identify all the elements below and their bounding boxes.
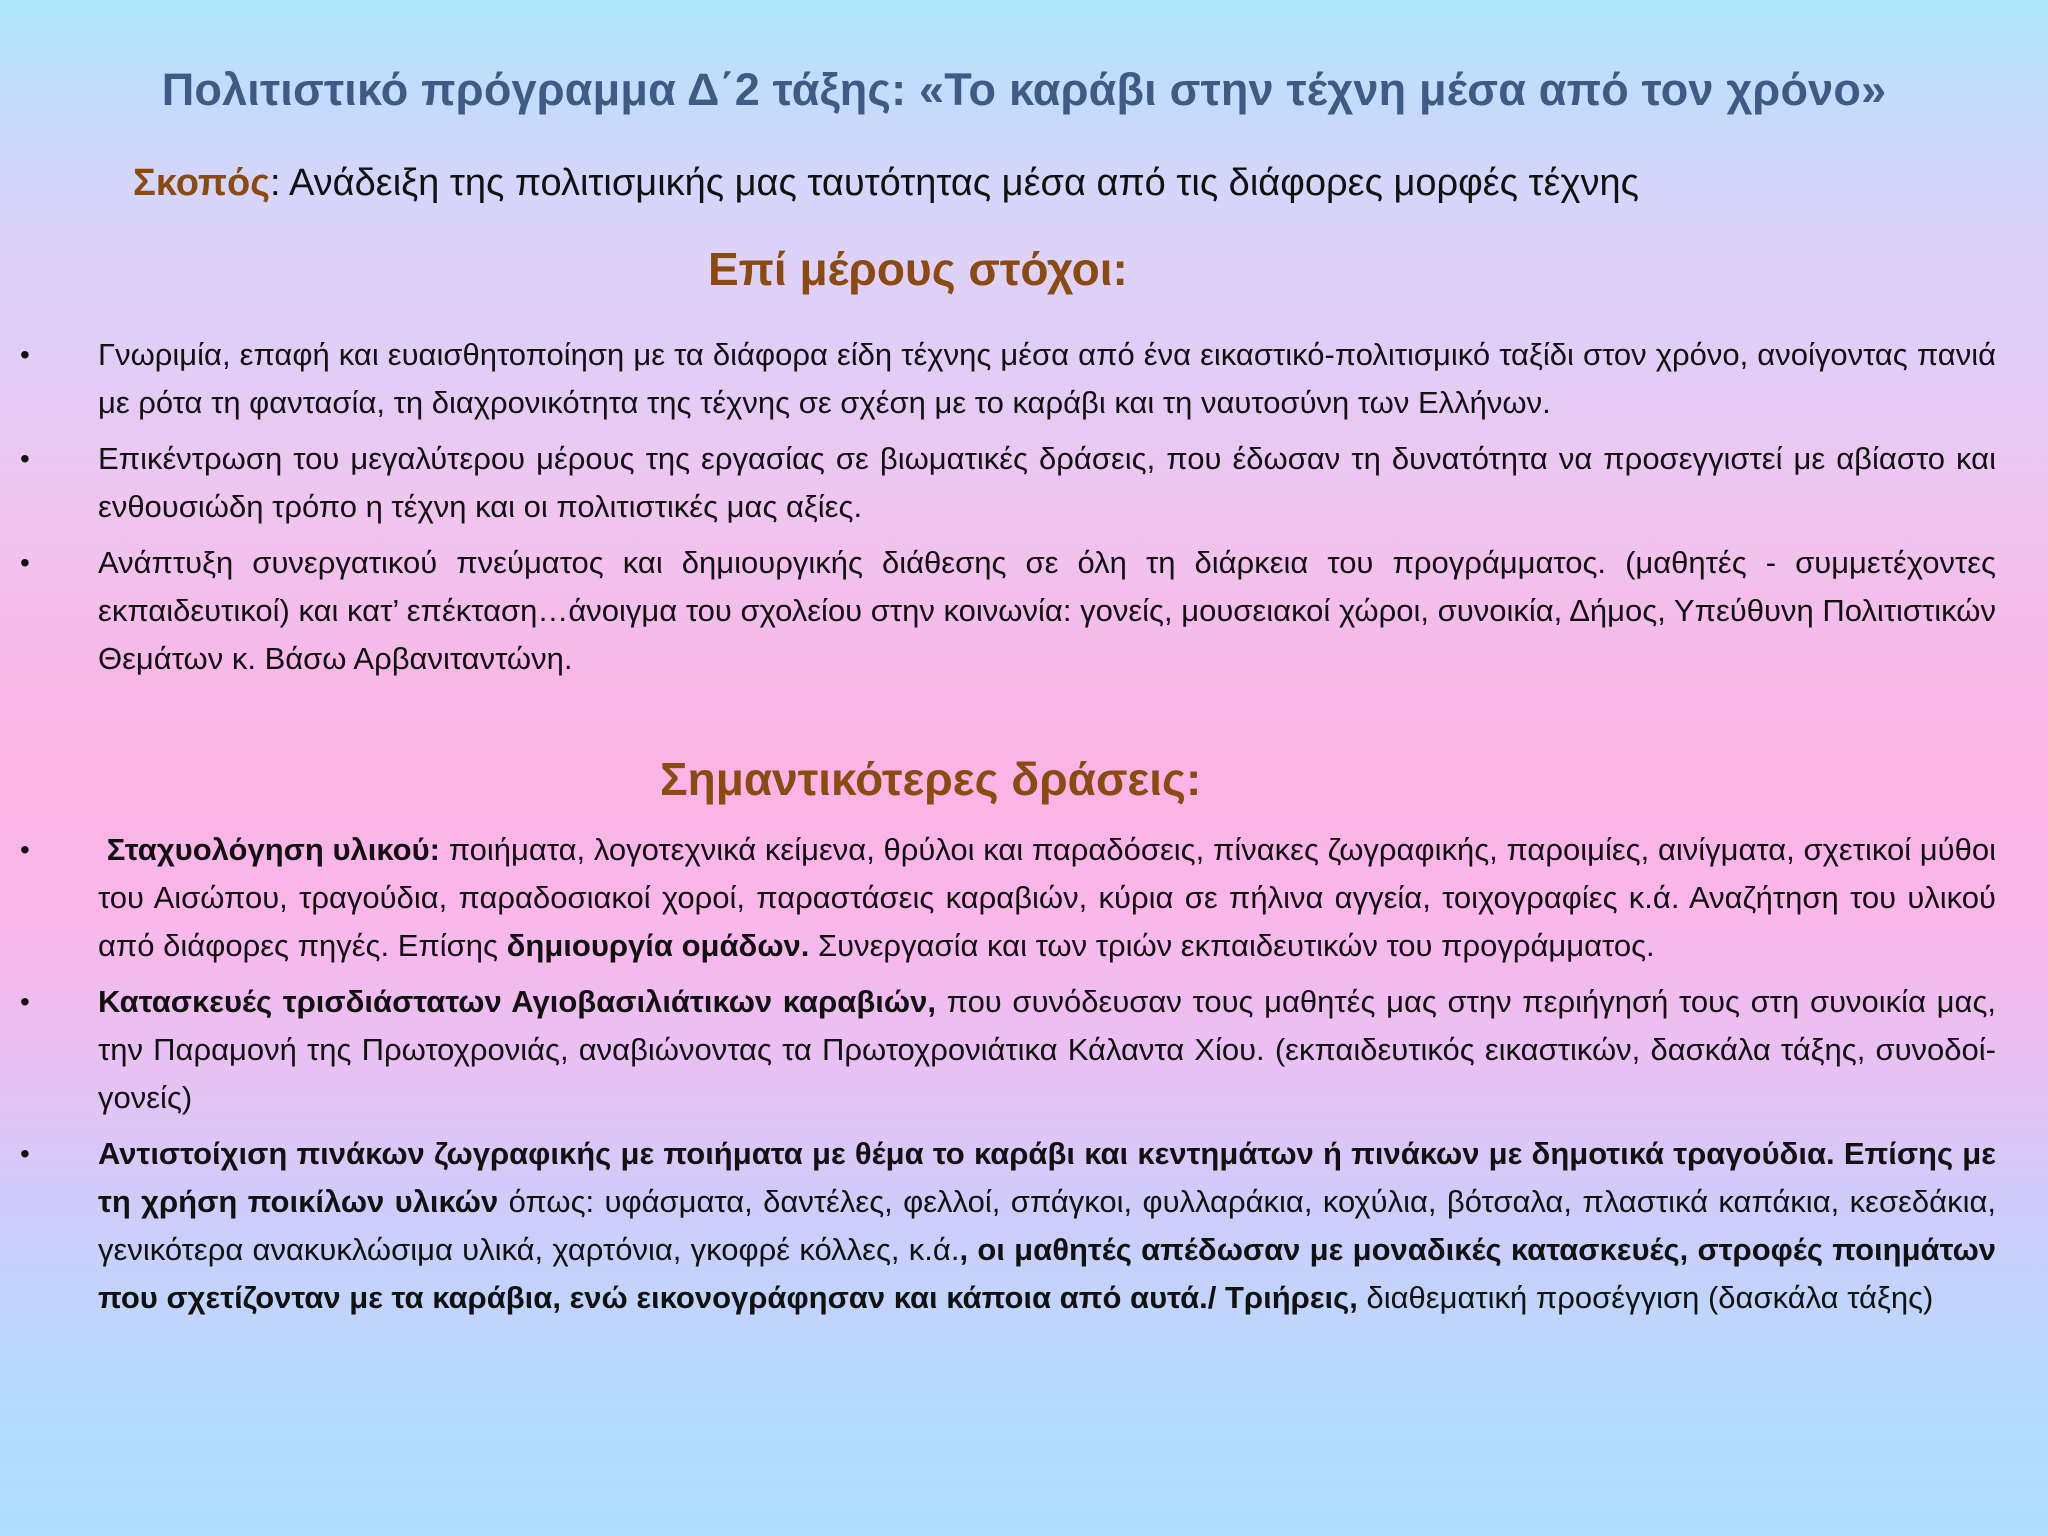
- action-text: διαθεματική προσέγγιση (δασκάλα τάξης): [1357, 1280, 1934, 1315]
- bullet-icon: •: [20, 1138, 30, 1169]
- list-item: [0, 826, 2048, 970]
- page-title: Πολιτιστικό πρόγραμμα Δ΄2 τάξης: «Το καράβι στην τέχνη μέσα από τον χρόνο»: [161, 64, 1887, 115]
- action-text: Συνεργασία και των τριών εκπαιδευτικών του προγράμματος.: [809, 928, 1655, 963]
- action-bold-text: Αντιστοίχιση πινάκων ζωγραφικής με ποιήματα με θέμα το καράβι και κεντημάτων ή πινάκων με δημοτικά τραγούδια. Επίσης με τη χρήση ποικίλων υλικών: [98, 1136, 1996, 1219]
- goal-text: Επικέντρωση του μεγαλύτερου μέρους της εργασίας σε βιωματικές δράσεις, που έδωσαν τη δυνατότητα να προσεγγιστεί με αβίαστο και ενθουσιώδη τρόπο η τέχνη και οι πολιτιστικές μας αξίες.: [98, 441, 1996, 524]
- bullet-icon: •: [20, 986, 30, 1017]
- action-bold-text: , οι μαθητές απέδωσαν με μοναδικές κατασκευές, στροφές ποιημάτων που σχετίζονταν με τα καράβια, ενώ εικονογράφησαν και κάποια από αυτά./ Τριήρεις,: [98, 1232, 1996, 1315]
- action-bold-text: Σταχυολόγηση υλικού:: [106, 832, 440, 867]
- bullet-icon: •: [20, 834, 30, 865]
- aim-text: Ανάδειξη της πολιτισμικής μας ταυτότητας μέσα από τις διάφορες μορφές τέχνης: [288, 162, 1639, 204]
- action-bold-text: δημιουργία ομάδων.: [506, 928, 810, 963]
- action-text: που συνόδευσαν τους μαθητές μας στην περιήγησή τους στη συνοικία μας, την Παραμονή της Πρωτοχρονιάς, αναβιώνοντας τα Πρωτοχρονιάτικα Κάλαντα Χίου. (εκπαιδευτικός εικαστικών, δασκάλα τάξης, συνοδοί-γονείς): [98, 984, 1996, 1115]
- list-item: [0, 1130, 2048, 1322]
- goals-heading: Επί μέρους στόχοι:: [708, 243, 1128, 295]
- list-item: [0, 435, 2048, 531]
- list-item: [0, 539, 2048, 683]
- aim-separator: :: [269, 162, 289, 204]
- action-text: ποιήματα, λογοτεχνικά κείμενα, θρύλοι και παραδόσεις, πίνακες ζωγραφικής, παροιμίες, αινίγματα, σχετικοί μύθοι του Αισώπου, τραγούδια, παραδοσιακοί χοροί, παραστάσεις καραβιών, κύρια σε πήλινα αγγεία, τοιχογραφίες κ.ά. Αναζήτηση του υλικού από διάφορες πηγές. Επίσης: [98, 832, 1996, 963]
- list-item: [0, 331, 2048, 427]
- aim-line: [133, 162, 1639, 205]
- bullet-icon: •: [20, 339, 30, 370]
- goal-text: Γνωριμία, επαφή και ευαισθητοποίηση με τα διάφορα είδη τέχνης μέσα από ένα εικαστικό-πολιτισμικό ταξίδι στον χρόνο, ανοίγοντας πανιά με ρότα τη φαντασία, τη διαχρονικότητα της τέχνης σε σχέση με το καράβι και τη ναυτοσύνη των Ελλήνων.: [98, 337, 1996, 420]
- goal-text: Ανάπτυξη συνεργατικού πνεύματος και δημιουργικής διάθεσης σε όλη τη διάρκεια του προγράμματος. (μαθητές - συμμετέχοντες εκπαιδευτικοί) και κατ’ επέκταση…άνοιγμα του σχολείου στην κοινωνία: γονείς, μουσειακοί χώροι, συνοικία, Δήμος, Υπεύθυνη Πολιτιστικών Θεμάτων κ. Βάσω Αρβανιταντώνη.: [98, 545, 1996, 676]
- aim-label: Σκοπός: [133, 162, 270, 204]
- action-text: όπως: υφάσματα, δαντέλες, φελλοί, σπάγκοι, φυλλαράκια, κοχύλια, βότσαλα, πλαστικά καπάκια, κεσεδάκια, γενικότερα ανακυκλώσιμα υλικά, χαρτόνια, γκοφρέ κόλλες, κ.ά.: [98, 1184, 1996, 1267]
- bullet-icon: •: [20, 443, 30, 474]
- list-item: [0, 978, 2048, 1122]
- actions-heading: Σημαντικότερες δράσεις:: [660, 753, 1202, 805]
- action-bold-text: Κατασκευές τρισδιάστατων Αγιοβασιλιάτικων καραβιών,: [98, 984, 936, 1019]
- actions-list: [0, 826, 2048, 1330]
- bullet-icon: •: [20, 547, 30, 578]
- goals-list: [0, 331, 2048, 691]
